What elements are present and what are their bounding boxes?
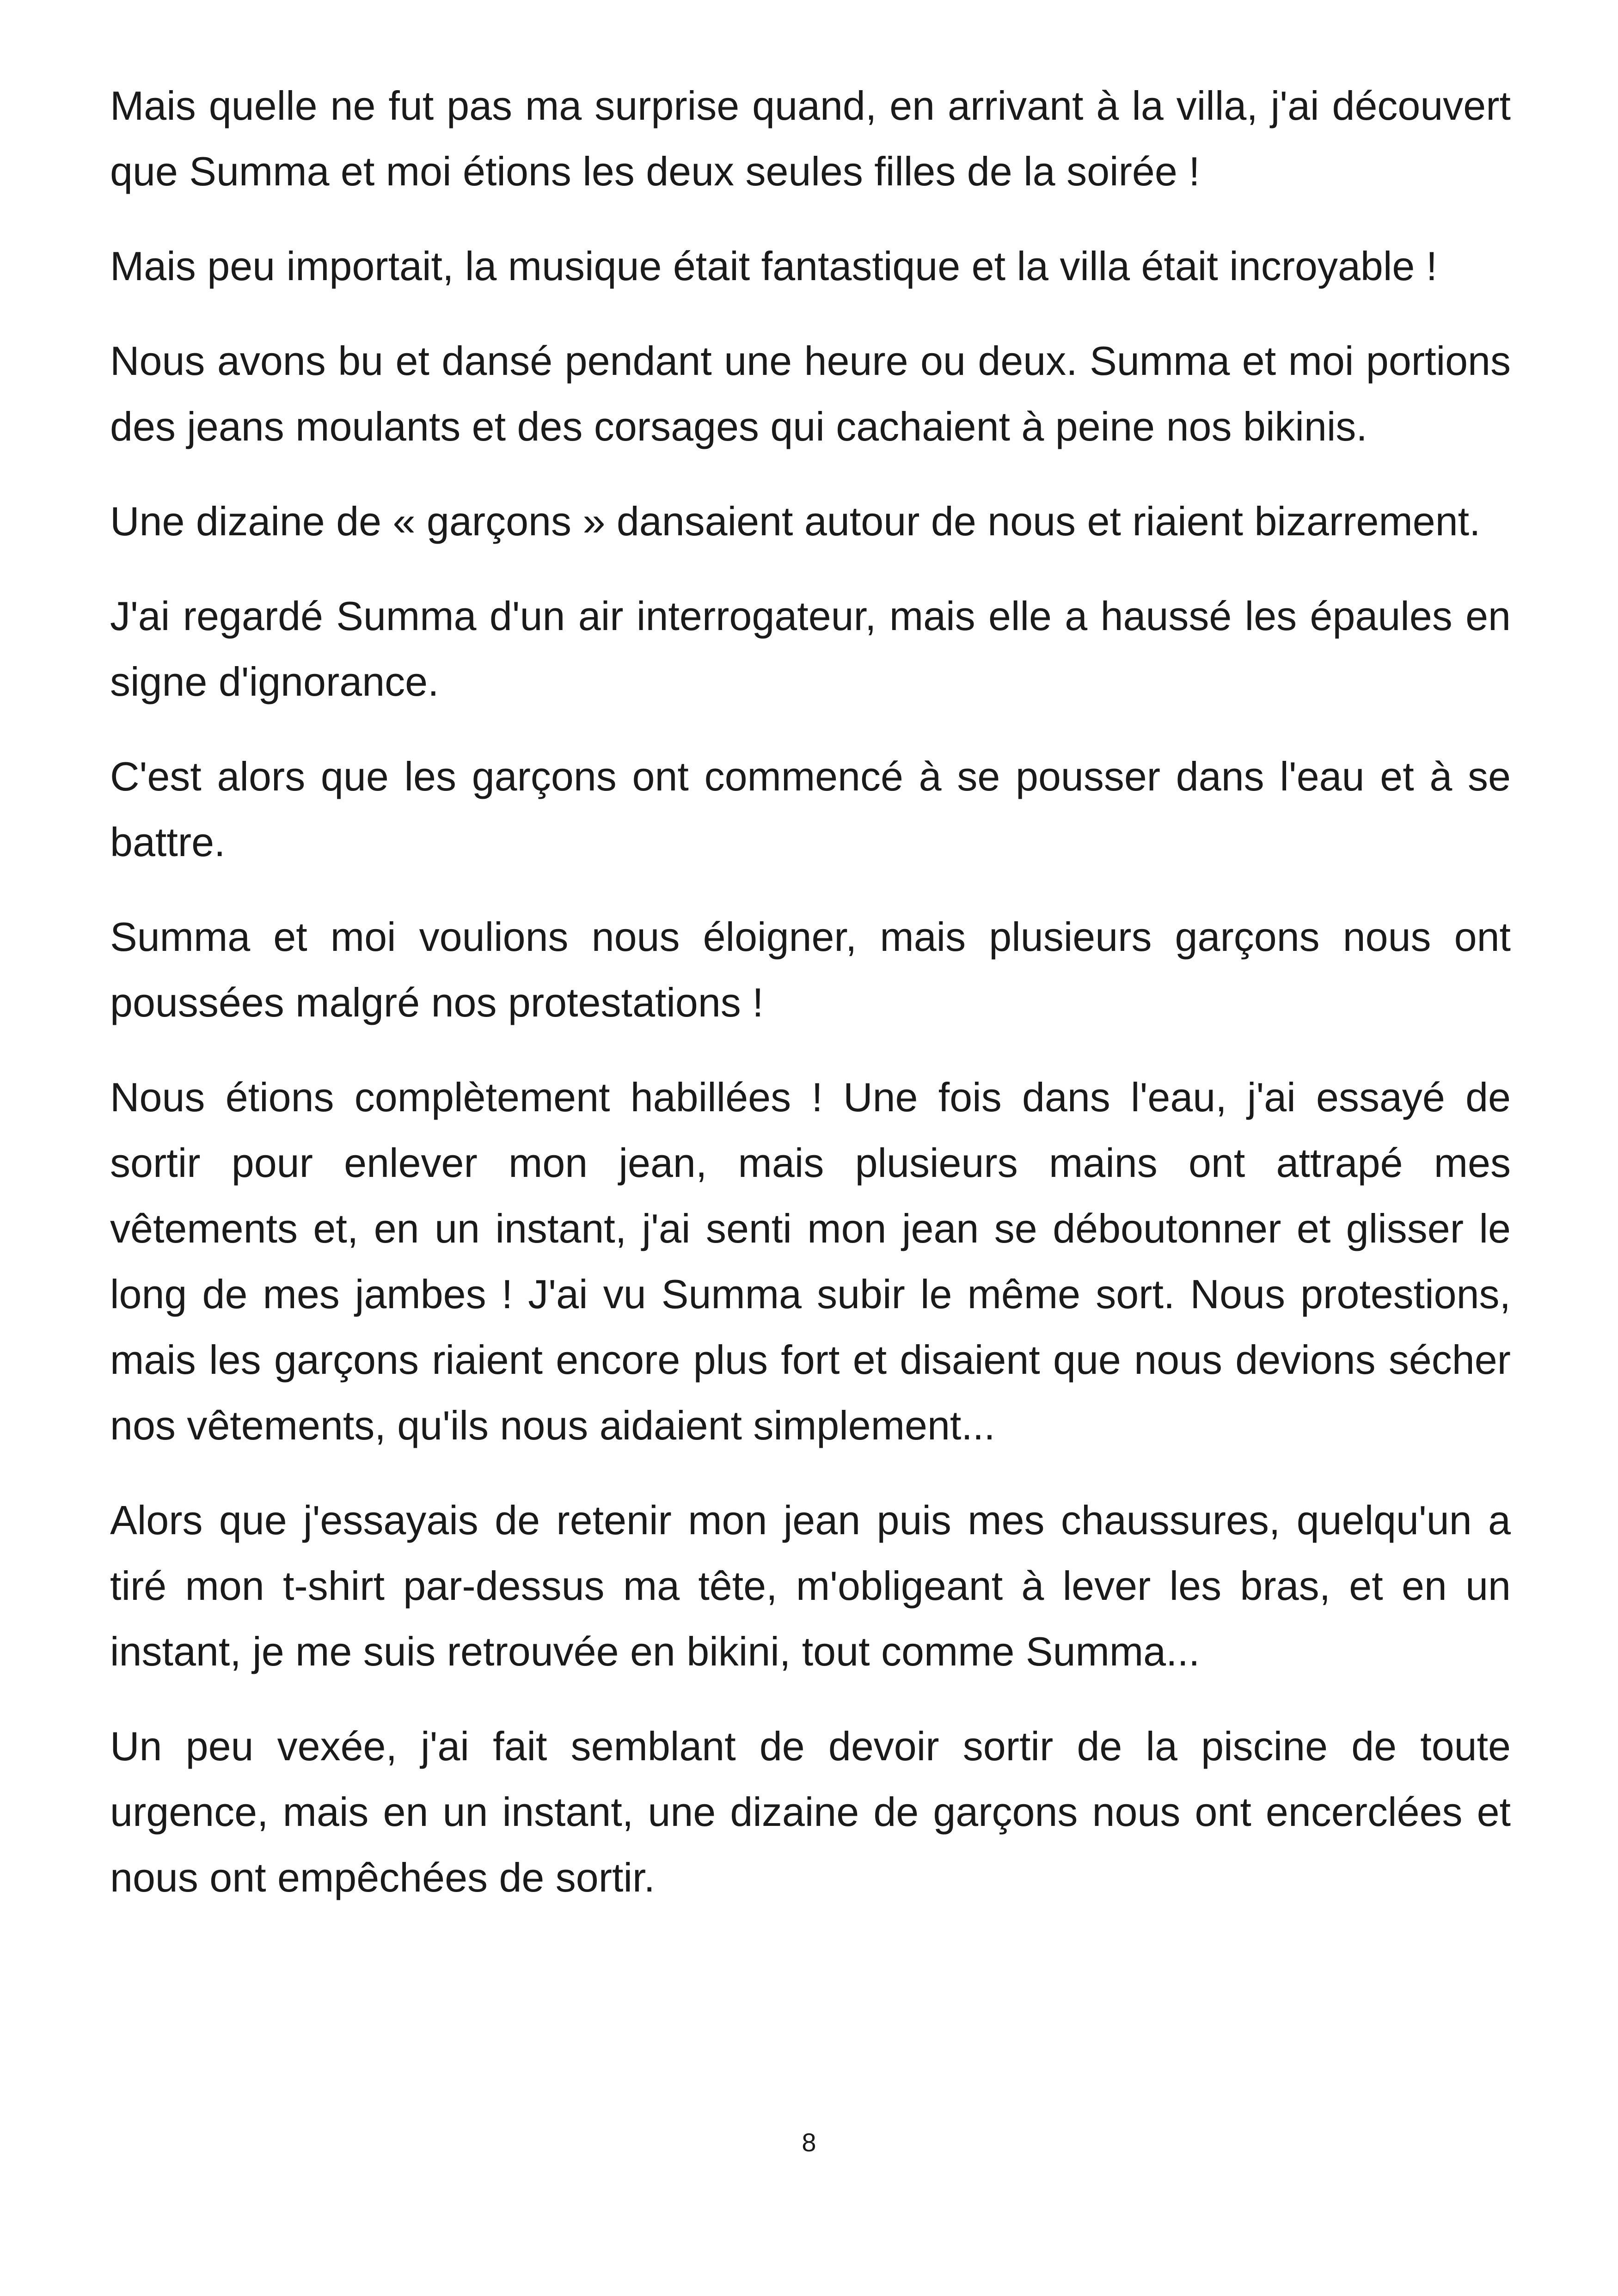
- paragraph: Nous étions complètement habillées ! Une fois dans l'eau, j'ai essayé de sortir pour enlever mon jean, mais plusieurs mains ont attrapé mes vêtements et, en un instant, j'ai senti mon jean se déboutonner et glisser le long de mes jambes ! J'ai vu Summa subir le même sort. Nous protestions, mais les garçons riaient encore plus fort et disaient que nous devions sécher nos vêtements, qu'ils nous aidaient simplement...: [110, 1074, 1511, 1448]
- paragraph: C'est alors que les garçons ont commencé à se pousser dans l'eau et à se battre.: [110, 753, 1511, 865]
- paragraph: Summa et moi voulions nous éloigner, mais plusieurs garçons nous ont poussées malgré nos protestations !: [110, 914, 1511, 1025]
- paragraph: Nous avons bu et dansé pendant une heure ou deux. Summa et moi portions des jeans moulants et des corsages qui cachaient à peine nos bikinis.: [110, 338, 1511, 449]
- paragraph: Alors que j'essayais de retenir mon jean puis mes chaussures, quelqu'un a tiré mon t-shirt par-dessus ma tête, m'obligeant à lever les bras, et en un instant, je me suis retrouvée en bikini, tout comme Summa...: [110, 1497, 1511, 1674]
- body-text: [110, 73, 1511, 1940]
- page-number: 8: [802, 2128, 816, 2157]
- paragraph: Mais quelle ne fut pas ma surprise quand, en arrivant à la villa, j'ai découvert que Summa et moi étions les deux seules filles de la soirée !: [110, 83, 1511, 194]
- paragraph: Mais peu importait, la musique était fantastique et la villa était incroyable !: [110, 243, 1438, 289]
- paragraph: Un peu vexée, j'ai fait semblant de devoir sortir de la piscine de toute urgence, mais en un instant, une dizaine de garçons nous ont encerclées et nous ont empêchées de sortir.: [110, 1723, 1511, 1900]
- paragraph: Une dizaine de « garçons » dansaient autour de nous et riaient bizarrement.: [110, 498, 1481, 544]
- paragraph: J'ai regardé Summa d'un air interrogateur, mais elle a haussé les épaules en signe d'ignorance.: [110, 593, 1511, 704]
